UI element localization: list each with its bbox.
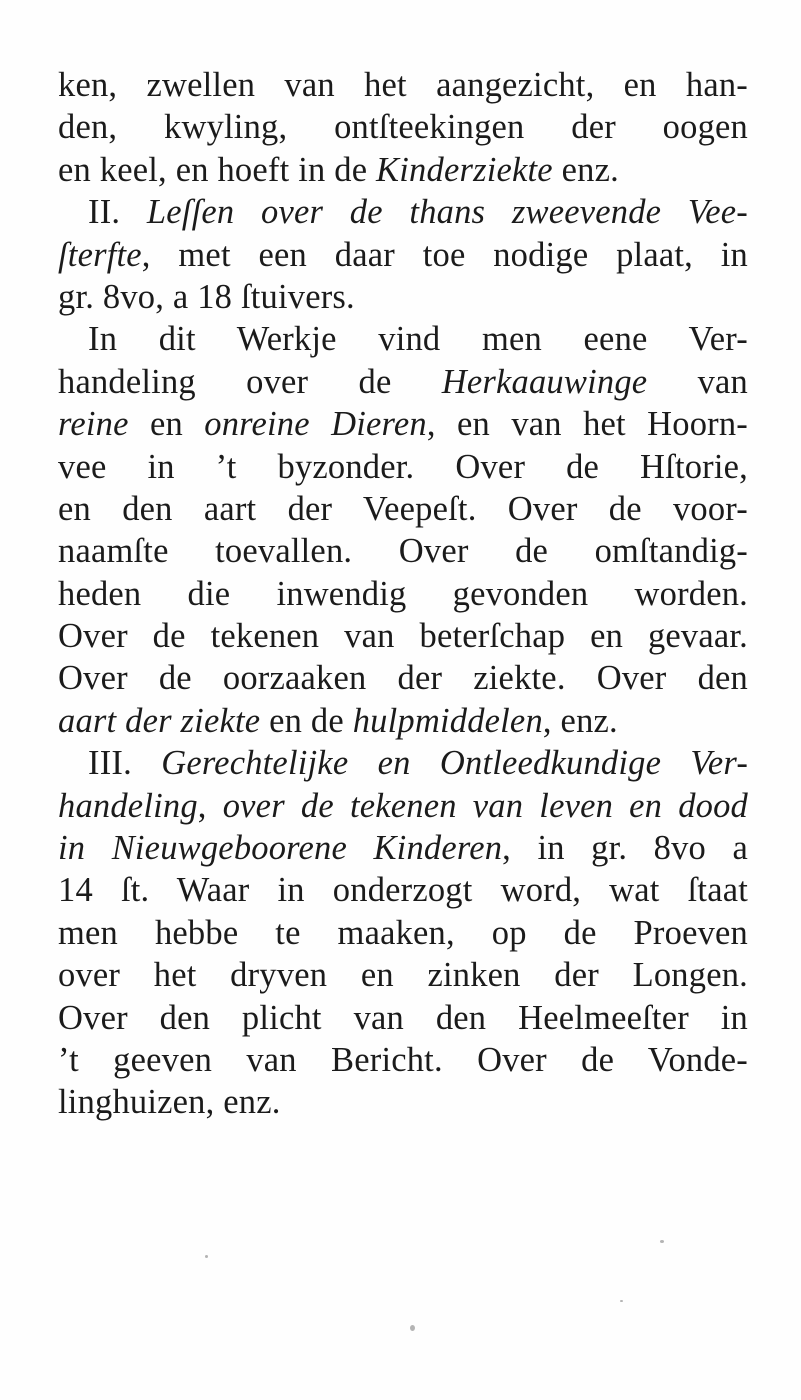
paper-speckle	[205, 1255, 208, 1258]
paragraph-item-iii	[58, 742, 748, 1124]
italic-run: hulpmiddelen	[352, 701, 543, 740]
paper-speckle	[410, 1325, 415, 1331]
text-line	[58, 446, 748, 488]
text-line	[58, 530, 748, 572]
italic-run: aart der ziekte	[58, 701, 261, 740]
text-line	[58, 657, 748, 699]
text-line	[58, 276, 748, 318]
text-line	[58, 742, 748, 784]
text-line	[58, 234, 748, 276]
text-run: Over den plicht van den Heelmeeſter in	[58, 998, 748, 1037]
paper-speckle	[660, 1240, 664, 1243]
paragraph-continuation	[58, 64, 748, 191]
text-run: over het dryven en zinken der Longen.	[58, 956, 748, 995]
text-line	[58, 869, 748, 911]
italic-run: Gerechtelijke en Ontleedkundige Ver-	[161, 744, 749, 783]
italic-run: reine	[58, 405, 129, 444]
italic-run: Kinderziekte	[376, 150, 553, 189]
text-line	[58, 700, 748, 742]
italic-run: over de tekenen van leven en dood	[222, 786, 748, 825]
paragraph-item-ii	[58, 191, 748, 318]
text-line	[58, 191, 748, 233]
text-run: men hebbe te maaken, op de Proeven	[58, 913, 748, 952]
text-run: den, kwyling, ontſteekingen der oogen	[58, 108, 748, 147]
text-line	[58, 403, 748, 445]
text-run: , enz.	[542, 701, 618, 740]
text-line	[58, 827, 748, 869]
italic-run: onreine Dieren	[204, 405, 427, 444]
text-run: , met een daar toe nodige plaat, in	[141, 235, 748, 274]
text-line	[58, 64, 748, 106]
italic-run: in Nieuwgeboorene Kinderen	[58, 829, 503, 868]
text-run: Over de oorzaaken der ziekte. Over den	[58, 659, 748, 698]
text-run: enz.	[552, 150, 619, 189]
italic-run: Herkaauwinge	[441, 362, 648, 401]
text-run: gr. 8vo, a 18 ſtuivers.	[58, 277, 355, 316]
text-run: heden die inwendig gevonden worden.	[58, 574, 748, 613]
text-line	[58, 1081, 748, 1123]
text-run: en de	[260, 701, 353, 740]
text-run: , en van het Hoorn-	[426, 405, 748, 444]
text-run: van	[647, 362, 748, 401]
text-run: en den aart der Veepeſt. Over de voor-	[58, 489, 748, 528]
italic-run: handeling	[58, 786, 198, 825]
text-line	[58, 318, 748, 360]
text-run: ken, zwellen van het aangezicht, en han-	[58, 66, 748, 104]
text-line	[58, 954, 748, 996]
text-run: handeling over de	[58, 362, 442, 401]
text-line	[58, 1039, 748, 1081]
text-run: III.	[88, 744, 162, 783]
text-run: vee in ’t byzonder. Over de Hſtorie,	[58, 447, 748, 486]
text-line	[58, 106, 748, 148]
text-line	[58, 615, 748, 657]
text-run: Over de tekenen van beterſchap en gevaar.	[58, 617, 748, 656]
text-line	[58, 785, 748, 827]
text-run: ’t geeven van Bericht. Over de Vonde-	[58, 1040, 748, 1079]
text-run: en keel, en hoeft in de	[58, 150, 377, 189]
text-run: linghuizen, enz.	[58, 1083, 281, 1122]
paper-speckle	[620, 1300, 623, 1302]
text-run: en	[128, 405, 205, 444]
paragraph-description	[58, 318, 748, 742]
text-line	[58, 912, 748, 954]
text-line	[58, 361, 748, 403]
italic-run: ſterfte	[58, 235, 142, 274]
text-run: , in gr. 8vo a	[502, 829, 748, 868]
text-run: 14 ſt. Waar in onderzogt word, wat ſtaat	[58, 871, 748, 910]
text-line	[58, 149, 748, 191]
text-line	[58, 573, 748, 615]
page-text	[58, 64, 748, 1124]
text-run: II.	[88, 193, 147, 232]
italic-run: Leſſen over de thans zweevende Vee-	[146, 193, 748, 232]
text-run: ,	[197, 786, 223, 825]
text-run: In dit Werkje vind men eene Ver-	[88, 320, 748, 359]
text-run: naamſte toevallen. Over de omſtandig-	[58, 532, 748, 571]
text-line	[58, 488, 748, 530]
text-line	[58, 997, 748, 1039]
